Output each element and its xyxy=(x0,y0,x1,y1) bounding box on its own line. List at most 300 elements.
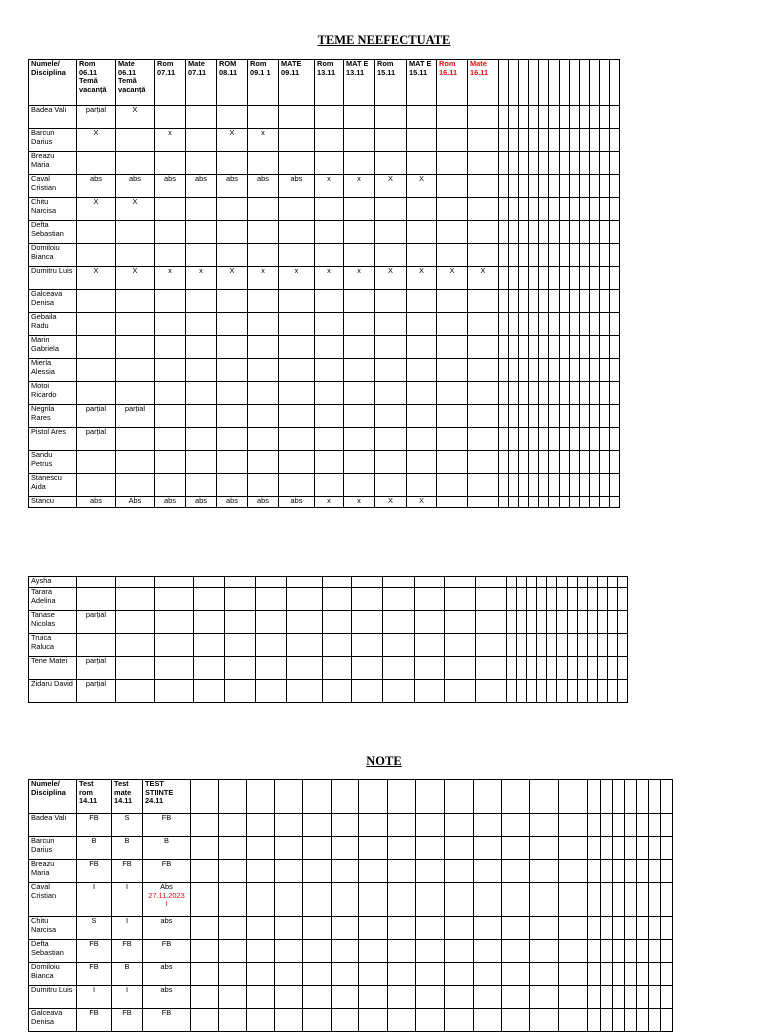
empty-cell xyxy=(549,336,559,359)
empty-cell xyxy=(537,611,547,634)
empty-cell xyxy=(519,451,529,474)
student-name: Zidaru David xyxy=(29,680,77,703)
empty-cell xyxy=(625,986,637,1009)
empty-cell xyxy=(559,451,569,474)
empty-cell xyxy=(547,577,557,588)
empty-cell xyxy=(303,780,332,814)
empty-cell xyxy=(499,267,509,290)
empty-cell xyxy=(625,940,637,963)
empty-cell xyxy=(649,963,661,986)
table-row xyxy=(29,336,620,359)
empty-cell xyxy=(527,680,537,703)
empty-cell xyxy=(509,175,519,198)
empty-cell xyxy=(539,405,549,428)
empty-cell xyxy=(445,860,474,883)
header-cell: Rom 16.11 xyxy=(437,60,468,106)
empty-cell xyxy=(613,883,625,917)
empty-cell xyxy=(569,221,579,244)
status-cell: abs xyxy=(279,175,315,198)
grade-value: FB xyxy=(161,1008,172,1017)
empty-cell xyxy=(537,680,547,703)
empty-cell xyxy=(601,986,613,1009)
empty-cell xyxy=(527,577,537,588)
empty-cell xyxy=(649,814,661,837)
empty-cell xyxy=(219,963,247,986)
empty-cell xyxy=(569,267,579,290)
grade-value: S xyxy=(124,813,130,822)
empty-cell xyxy=(559,986,588,1009)
empty-cell xyxy=(219,780,247,814)
empty-cell xyxy=(577,611,587,634)
student-name: Tene Matei xyxy=(29,657,77,680)
empty-cell xyxy=(579,244,589,267)
status-cell xyxy=(315,152,344,175)
empty-cell xyxy=(256,611,287,634)
status-cell xyxy=(248,290,279,313)
empty-cell xyxy=(569,152,579,175)
empty-cell xyxy=(416,837,445,860)
header-cell: ROM 08.11 xyxy=(217,60,248,106)
empty-cell xyxy=(618,611,628,634)
status-cell xyxy=(344,382,375,405)
empty-cell xyxy=(607,657,617,680)
empty-cell xyxy=(610,451,620,474)
status-cell xyxy=(77,152,116,175)
grade-cell xyxy=(143,883,191,917)
empty-cell xyxy=(499,428,509,451)
status-cell xyxy=(248,336,279,359)
student-name: Tanase Nicolas xyxy=(29,611,77,634)
status-cell xyxy=(77,577,116,588)
status-cell xyxy=(407,359,437,382)
empty-cell xyxy=(519,497,529,508)
empty-cell xyxy=(519,152,529,175)
student-name: Breazu Maria xyxy=(29,860,77,883)
grade-value: FB xyxy=(89,813,99,822)
status-cell xyxy=(116,382,155,405)
grade-value: B xyxy=(124,962,130,971)
empty-cell xyxy=(610,474,620,497)
empty-cell xyxy=(569,175,579,198)
status-cell: abs xyxy=(155,497,186,508)
empty-cell xyxy=(569,359,579,382)
empty-cell xyxy=(569,405,579,428)
empty-cell xyxy=(499,152,509,175)
status-cell: x xyxy=(155,267,186,290)
empty-cell xyxy=(519,198,529,221)
empty-cell xyxy=(303,883,332,917)
empty-cell xyxy=(332,814,359,837)
empty-cell xyxy=(445,680,476,703)
empty-cell xyxy=(625,883,637,917)
student-name: Gebaila Radu xyxy=(29,313,77,336)
empty-cell xyxy=(275,883,303,917)
empty-cell xyxy=(247,860,275,883)
empty-cell xyxy=(359,986,388,1009)
empty-cell xyxy=(275,860,303,883)
student-name: Pistol Ares xyxy=(29,428,77,451)
empty-cell xyxy=(613,814,625,837)
empty-cell xyxy=(599,60,609,106)
empty-cell xyxy=(474,837,502,860)
empty-cell xyxy=(474,917,502,940)
empty-cell xyxy=(352,611,383,634)
empty-cell xyxy=(529,129,539,152)
empty-cell xyxy=(567,588,577,611)
empty-cell xyxy=(219,837,247,860)
status-cell xyxy=(437,152,468,175)
status-cell xyxy=(77,382,116,405)
empty-cell xyxy=(499,290,509,313)
empty-cell xyxy=(589,267,599,290)
status-cell xyxy=(344,313,375,336)
status-cell: X xyxy=(116,106,155,129)
header-cell: Mate 16.11 xyxy=(468,60,499,106)
empty-cell xyxy=(191,1009,219,1032)
table-row xyxy=(29,382,620,405)
empty-cell xyxy=(610,198,620,221)
empty-cell xyxy=(445,634,476,657)
empty-cell xyxy=(517,588,527,611)
empty-cell xyxy=(303,986,332,1009)
empty-cell xyxy=(499,129,509,152)
status-cell xyxy=(217,313,248,336)
status-cell xyxy=(315,382,344,405)
table-row xyxy=(29,963,673,986)
empty-cell xyxy=(618,634,628,657)
empty-cell xyxy=(332,917,359,940)
empty-cell xyxy=(529,221,539,244)
empty-cell xyxy=(388,860,416,883)
empty-cell xyxy=(509,244,519,267)
status-cell xyxy=(344,474,375,497)
empty-cell xyxy=(507,657,517,680)
empty-cell xyxy=(529,290,539,313)
empty-cell xyxy=(155,611,194,634)
status-cell: parțial xyxy=(77,428,116,451)
empty-cell xyxy=(509,152,519,175)
status-cell xyxy=(375,336,407,359)
table-row xyxy=(29,940,673,963)
grade-value: B xyxy=(124,836,130,845)
empty-cell xyxy=(537,577,547,588)
table-row xyxy=(29,106,620,129)
empty-cell xyxy=(332,986,359,1009)
status-cell: Abs xyxy=(116,497,155,508)
empty-cell xyxy=(155,680,194,703)
empty-cell xyxy=(530,883,559,917)
empty-cell xyxy=(530,986,559,1009)
empty-cell xyxy=(579,290,589,313)
empty-cell xyxy=(601,837,613,860)
empty-cell xyxy=(569,106,579,129)
empty-cell xyxy=(557,611,567,634)
table-row xyxy=(29,883,673,917)
empty-cell xyxy=(559,940,588,963)
empty-cell xyxy=(601,940,613,963)
empty-cell xyxy=(597,680,607,703)
empty-cell xyxy=(579,497,589,508)
empty-cell xyxy=(303,963,332,986)
empty-cell xyxy=(530,837,559,860)
empty-cell xyxy=(559,474,569,497)
status-cell xyxy=(155,290,186,313)
status-cell xyxy=(344,428,375,451)
status-cell xyxy=(437,244,468,267)
empty-cell xyxy=(601,1009,613,1032)
empty-cell xyxy=(323,577,352,588)
homework-table-extra xyxy=(28,576,628,703)
empty-cell xyxy=(589,244,599,267)
empty-cell xyxy=(539,152,549,175)
empty-cell xyxy=(559,497,569,508)
empty-cell xyxy=(661,780,673,814)
empty-cell xyxy=(569,382,579,405)
table-row xyxy=(29,198,620,221)
empty-cell xyxy=(547,611,557,634)
status-cell xyxy=(437,198,468,221)
header-cell: Rom 15.11 xyxy=(375,60,407,106)
empty-cell xyxy=(597,588,607,611)
status-cell xyxy=(116,428,155,451)
empty-cell xyxy=(569,244,579,267)
empty-cell xyxy=(445,883,474,917)
empty-cell xyxy=(637,963,649,986)
empty-cell xyxy=(649,1009,661,1032)
empty-cell xyxy=(599,359,609,382)
empty-cell xyxy=(599,382,609,405)
status-cell xyxy=(437,382,468,405)
status-cell xyxy=(279,290,315,313)
empty-cell xyxy=(539,198,549,221)
empty-cell xyxy=(601,780,613,814)
grade-cell xyxy=(143,814,191,837)
empty-cell xyxy=(275,963,303,986)
empty-cell xyxy=(191,780,219,814)
empty-cell xyxy=(519,175,529,198)
empty-cell xyxy=(529,267,539,290)
empty-cell xyxy=(569,428,579,451)
empty-cell xyxy=(287,680,323,703)
status-cell xyxy=(344,106,375,129)
status-cell xyxy=(155,336,186,359)
empty-cell xyxy=(275,1009,303,1032)
table-row xyxy=(29,290,620,313)
status-cell xyxy=(407,382,437,405)
empty-cell xyxy=(194,577,225,588)
empty-cell xyxy=(323,680,352,703)
grade-value: FB xyxy=(122,859,132,868)
empty-cell xyxy=(599,152,609,175)
empty-cell xyxy=(569,313,579,336)
status-cell xyxy=(468,221,499,244)
status-cell: x xyxy=(248,129,279,152)
empty-cell xyxy=(509,198,519,221)
status-cell xyxy=(279,129,315,152)
empty-cell xyxy=(601,860,613,883)
empty-cell xyxy=(388,814,416,837)
empty-cell xyxy=(415,588,445,611)
empty-cell xyxy=(637,814,649,837)
empty-cell xyxy=(445,940,474,963)
empty-cell xyxy=(194,657,225,680)
grade-cell xyxy=(143,963,191,986)
empty-cell xyxy=(549,152,559,175)
empty-cell xyxy=(569,336,579,359)
empty-cell xyxy=(383,680,415,703)
status-cell: x xyxy=(315,267,344,290)
status-cell xyxy=(407,336,437,359)
header-cell: Mate 06.11 Temă vacanță xyxy=(116,60,155,106)
empty-cell xyxy=(579,451,589,474)
empty-cell xyxy=(287,577,323,588)
status-cell xyxy=(407,221,437,244)
empty-cell xyxy=(499,313,509,336)
empty-cell xyxy=(549,428,559,451)
empty-cell xyxy=(527,588,537,611)
status-cell: X xyxy=(217,267,248,290)
empty-cell xyxy=(416,986,445,1009)
empty-cell xyxy=(539,175,549,198)
empty-cell xyxy=(599,313,609,336)
status-cell xyxy=(217,198,248,221)
empty-cell xyxy=(539,336,549,359)
status-cell xyxy=(375,313,407,336)
empty-cell xyxy=(539,267,549,290)
grade-value: FB xyxy=(161,859,172,868)
status-cell xyxy=(375,106,407,129)
student-name: Barcun Darius xyxy=(29,837,77,860)
empty-cell xyxy=(607,588,617,611)
empty-cell xyxy=(549,405,559,428)
empty-cell xyxy=(530,963,559,986)
empty-cell xyxy=(509,60,519,106)
student-name: Sandu Petrus xyxy=(29,451,77,474)
student-name: Galceava Denisa xyxy=(29,1009,77,1032)
empty-cell xyxy=(579,106,589,129)
status-cell xyxy=(437,474,468,497)
status-cell xyxy=(186,474,217,497)
status-cell xyxy=(315,313,344,336)
grade-value: I xyxy=(125,916,129,925)
header-cell: Test mate 14.11 xyxy=(112,780,143,814)
empty-cell xyxy=(559,780,588,814)
status-cell xyxy=(155,451,186,474)
status-cell: x xyxy=(186,267,217,290)
empty-cell xyxy=(601,917,613,940)
empty-cell xyxy=(625,1009,637,1032)
grade-cell xyxy=(77,837,112,860)
empty-cell xyxy=(567,634,577,657)
grade-value: I xyxy=(92,882,96,891)
empty-cell xyxy=(194,634,225,657)
empty-cell xyxy=(247,814,275,837)
empty-cell xyxy=(613,963,625,986)
empty-cell xyxy=(625,963,637,986)
empty-cell xyxy=(352,634,383,657)
empty-cell xyxy=(539,428,549,451)
empty-cell xyxy=(549,451,559,474)
header-cell: TEST STIINTE 24.11 xyxy=(143,780,191,814)
status-cell xyxy=(344,221,375,244)
empty-cell xyxy=(359,814,388,837)
grade-cell xyxy=(77,1009,112,1032)
status-cell xyxy=(186,106,217,129)
empty-cell xyxy=(476,634,507,657)
status-cell xyxy=(437,175,468,198)
status-cell xyxy=(248,313,279,336)
empty-cell xyxy=(499,221,509,244)
empty-cell xyxy=(661,860,673,883)
status-cell xyxy=(375,428,407,451)
status-cell xyxy=(407,290,437,313)
empty-cell xyxy=(509,336,519,359)
status-cell xyxy=(186,221,217,244)
status-cell: x xyxy=(344,497,375,508)
status-cell xyxy=(437,497,468,508)
empty-cell xyxy=(549,175,559,198)
status-cell xyxy=(468,451,499,474)
empty-cell xyxy=(599,129,609,152)
status-cell: parțial xyxy=(77,680,116,703)
empty-cell xyxy=(287,634,323,657)
grade-value: S xyxy=(91,916,97,925)
empty-cell xyxy=(502,940,530,963)
empty-cell xyxy=(502,986,530,1009)
empty-cell xyxy=(507,588,517,611)
empty-cell xyxy=(637,837,649,860)
empty-cell xyxy=(517,611,527,634)
table-row xyxy=(29,611,628,634)
empty-cell xyxy=(225,611,256,634)
empty-cell xyxy=(530,940,559,963)
empty-cell xyxy=(537,634,547,657)
empty-cell xyxy=(499,405,509,428)
status-cell xyxy=(344,198,375,221)
empty-cell xyxy=(116,680,155,703)
empty-cell xyxy=(587,680,597,703)
empty-cell xyxy=(610,336,620,359)
empty-cell xyxy=(559,152,569,175)
empty-cell xyxy=(256,680,287,703)
status-cell xyxy=(248,106,279,129)
empty-cell xyxy=(303,860,332,883)
empty-cell xyxy=(445,917,474,940)
empty-cell xyxy=(303,940,332,963)
empty-cell xyxy=(499,359,509,382)
empty-cell xyxy=(219,917,247,940)
empty-cell xyxy=(649,780,661,814)
status-cell xyxy=(217,221,248,244)
status-cell xyxy=(116,359,155,382)
student-name: Dumitru Luis xyxy=(29,986,77,1009)
empty-cell xyxy=(256,588,287,611)
student-name: Domiloiu Bianca xyxy=(29,244,77,267)
status-cell xyxy=(375,244,407,267)
empty-cell xyxy=(529,152,539,175)
empty-cell xyxy=(287,611,323,634)
status-cell: X xyxy=(407,267,437,290)
status-cell: X xyxy=(217,129,248,152)
student-name: Mierla Alessia xyxy=(29,359,77,382)
empty-cell xyxy=(332,883,359,917)
status-cell: X xyxy=(407,175,437,198)
empty-cell xyxy=(588,917,601,940)
empty-cell xyxy=(589,451,599,474)
empty-cell xyxy=(219,860,247,883)
student-name: Motoi Ricardo xyxy=(29,382,77,405)
empty-cell xyxy=(303,1009,332,1032)
